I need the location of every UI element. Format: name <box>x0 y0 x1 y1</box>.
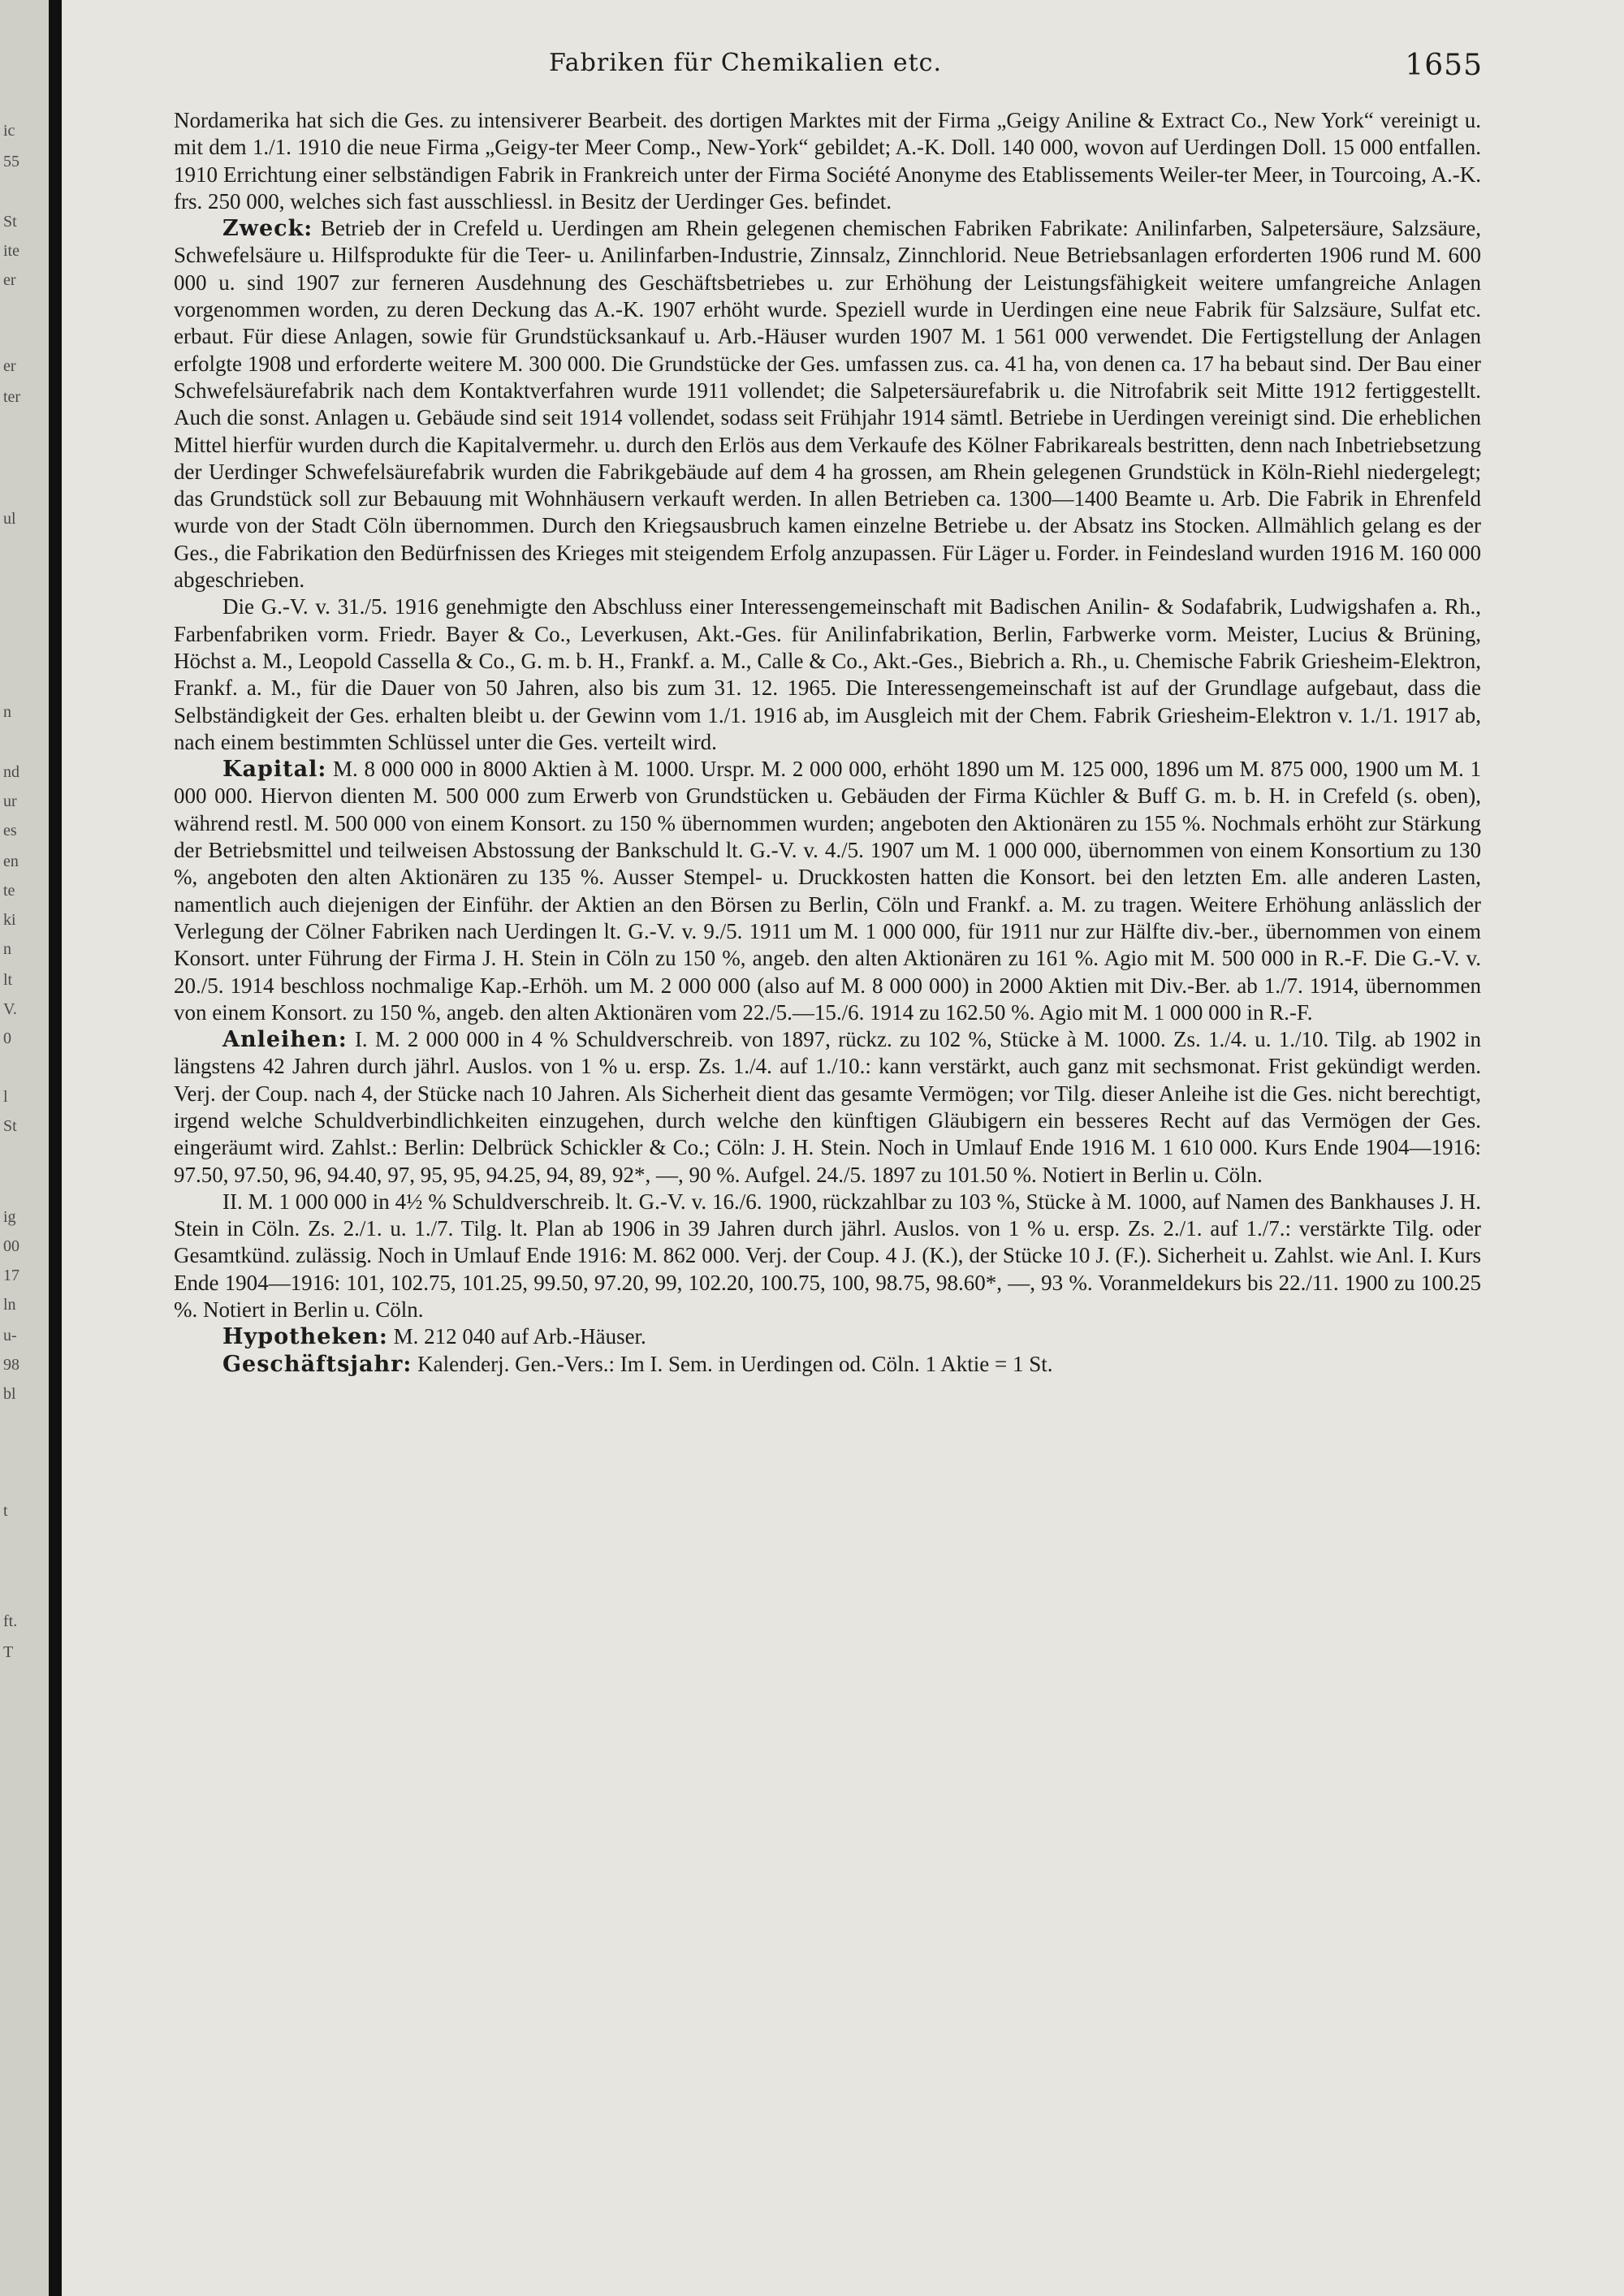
section-lead-zweck: Zweck: <box>222 216 313 242</box>
section-lead-hypotheken: Hypotheken: <box>222 1324 388 1350</box>
margin-fragment: ln <box>3 1296 16 1314</box>
margin-fragment: St <box>3 1117 17 1135</box>
paragraph <box>174 1189 1481 1323</box>
margin-fragment: ft. <box>3 1612 18 1630</box>
margin-fragment: St <box>3 213 17 231</box>
paragraph-text: M. 8 000 000 in 8000 Aktien à M. 1000. Urspr. M. 2 000 000, erhöht 1890 um M. 125 000, 1896 um M. 875 000, 1900 um M. 1 000 000. Hiervon dienten M. 500 000 zum Erwerb von Grundstücken u. Gebäuden der Firma Küchler & Buff G. m. b. H. in Crefeld (s. oben), während restl. M. 500 000 von einem Konsort. zu 150 % übernommen wurden; angeboten den Aktionären zu 155 %. Nochmals erhöht zur Stärkung der Betriebsmittel und teilweisen Abstossung der Bankschuld lt. G.-V. v. 4./5. 1907 um M. 1 000 000, übernommen von einem Konsortium zu 130 %, angeboten den alten Aktionären zu 135 %. Ausser Stempel- u. Druckkosten hatten die Konsort. bei den letzten Em. alle anderen Lasten, namentlich auch diejenigen der Einführ. der Aktien an den Börsen zu Berlin, Cöln und Frankf. a. M. zu tragen. Weitere Erhöhung anlässlich der Verlegung der Cölner Fabriken nach Uerdingen lt. G.-V. v. 9./5. 1911 um M. 1 000 000, für 1911 nur zur Hälfte div.-ber., übernommen von einem Konsort. unter Führung der Firma J. H. Stein in Cöln zu 150 %, angeb. den alten Aktionären zu 161 %. Agio mit M. 500 000 in R.-F. Die G.-V. v. 20./5. 1914 beschloss nochmalige Kap.-Erhöh. um M. 2 000 000 (also auf M. 8 000 000) in 2000 Aktien mit Div.-Ber. ab 1./7. 1914, übernommen von einem Konsort. zu 150 %, angeb. den alten Aktionären vom 22./5.—15./6. 1914 zu 162.50 %. Agio mit M. 1 000 000 in R.-F. <box>174 757 1481 1025</box>
paragraph-text: Nordamerika hat sich die Ges. zu intensiverer Bearbeit. des dortigen Marktes mit der Firma „Geigy Aniline & Extract Co., New York“ vereinigt u. mit dem 1./1. 1910 die neue Firma „Geigy-ter Meer Comp., New-York“ gebildet; A.-K. Doll. 140 000, wovon auf Uerdingen Doll. 15 000 entfallen. 1910 Errichtung einer selbständigen Fabrik in Frankreich unter der Firma Société Anonyme des Etablissements Weiler-ter Meer, in Tourcoing, A.-K. frs. 250 000, welches sich fast ausschliessl. in Besitz der Uerdinger Ges. befindet. <box>174 108 1481 214</box>
margin-fragment: V. <box>3 1000 17 1018</box>
margin-fragment: er <box>3 357 16 375</box>
margin-fragment: te <box>3 882 15 900</box>
paragraph <box>174 215 1481 593</box>
margin-fragment: ic <box>3 122 15 140</box>
paragraph <box>174 593 1481 756</box>
page-number: 1655 <box>1405 49 1483 82</box>
margin-fragment: 55 <box>3 153 19 170</box>
margin-fragment: ter <box>3 388 21 406</box>
margin-fragment: ur <box>3 792 17 810</box>
section-lead-kapital: Kapital: <box>222 757 327 783</box>
paragraph-text: M. 212 040 auf Arb.-Häuser. <box>393 1324 646 1349</box>
paragraph-text: Kalenderj. Gen.-Vers.: Im I. Sem. in Uerdingen od. Cöln. 1 Aktie = 1 St. <box>417 1351 1053 1376</box>
margin-fragment: 0 <box>3 1029 11 1047</box>
margin-fragment: en <box>3 852 19 870</box>
paragraph-text: II. M. 1 000 000 in 4½ % Schuldverschreib. lt. G.-V. v. 16./6. 1900, rückzahlbar zu 103 %, Stücke à M. 1000, auf Namen des Bankhauses J. H. Stein in Cöln. Zs. 2./1. u. 1./7. Tilg. lt. Plan ab 1906 in 39 Jahren durch jährl. Auslos. von 1 % u. ersp. Zs. 2./1. auf 1./7.: verstärkte Tilg. oder Gesamtkünd. zulässig. Noch in Umlauf Ende 1916: M. 862 000. Verj. der Coup. 4 J. (K.), der Stücke 10 J. (F.). Sicherheit u. Zahlst. wie Anl. I. Kurs Ende 1904—1916: 101, 102.75, 101.25, 99.50, 97.20, 99, 102.20, 100.75, 100, 98.75, 98.60*, —, 93 %. Voranmeldekurs bis 22./11. 1900 zu 100.25 %. Notiert in Berlin u. Cöln. <box>174 1189 1481 1323</box>
margin-fragment: t <box>3 1502 8 1520</box>
margin-fragment: 00 <box>3 1237 19 1255</box>
margin-fragment: es <box>3 822 17 839</box>
paragraph <box>174 756 1481 1026</box>
paragraph-text: I. M. 2 000 000 in 4 % Schuldverschreib. von 1897, rückz. zu 102 %, Stücke à M. 1000. Zs. 1./4. u. 1./10. Tilg. ab 1902 in längstens 42 Jahren durch jährl. Auslos. von 1 % u. ersp. Zs. 1./4. auf 1./10.: kann verstärkt, auch ganz mit sechsmonat. Frist gekündigt werden. Verj. der Coup. nach 4, der Stücke nach 10 Jahren. Als Sicherheit dient das gesamte Vermögen; vor Tilg. dieser Anleihe ist die Ges. nicht berechtigt, irgend welche Schuldverbindlichkeiten einzugehen, durch welche den künftigen Gläubigern ein besseres Recht auf das Vermögen der Ges. eingeräumt wird. Zahlst.: Berlin: Delbrück Schickler & Co.; Cöln: J. H. Stein. Noch in Umlauf Ende 1916 M. 1 610 000. Kurs Ende 1904—1916: 97.50, 97.50, 96, 94.40, 97, 95, 95, 94.25, 94, 89, 92*, —, 90 %. Aufgel. 24./5. 1897 zu 101.50 %. Notiert in Berlin u. Cöln. <box>174 1027 1481 1187</box>
margin-fragment: n <box>3 703 11 721</box>
paragraph <box>174 1323 1481 1350</box>
binding-gutter <box>49 0 62 2296</box>
paragraph <box>174 107 1481 215</box>
margin-fragment: l <box>3 1088 8 1106</box>
body-text <box>174 107 1481 1378</box>
margin-fragment: ig <box>3 1208 16 1226</box>
margin-fragment: u- <box>3 1327 17 1344</box>
margin-fragment: er <box>3 271 16 289</box>
margin-fragment: 17 <box>3 1267 19 1284</box>
running-title: Fabriken für Chemikalien etc. <box>549 49 942 77</box>
document-page <box>62 0 1624 2296</box>
paragraph <box>174 1026 1481 1189</box>
paragraph <box>174 1351 1481 1378</box>
margin-fragment: T <box>3 1643 14 1661</box>
margin-fragment: 98 <box>3 1356 19 1374</box>
margin-fragment: bl <box>3 1385 16 1403</box>
previous-page-edge <box>0 0 49 2296</box>
margin-fragment: ul <box>3 510 16 528</box>
margin-fragment: ite <box>3 242 19 260</box>
running-header <box>549 49 1483 81</box>
paragraph-text: Die G.-V. v. 31./5. 1916 genehmigte den Abschluss einer Interessengemeinschaft mit Badischen Anilin- & Sodafabrik, Ludwigshafen a. Rh., Farbenfabriken vorm. Friedr. Bayer & Co., Leverkusen, Akt.-Ges. für Anilinfabrikation, Berlin, Farbwerke vorm. Meister, Lucius & Brüning, Höchst a. M., Leopold Cassella & Co., G. m. b. H., Frankf. a. M., Calle & Co., Akt.-Ges., Biebrich a. Rh., u. Chemische Fabrik Griesheim-Elektron, Frankf. a. M., für die Dauer von 50 Jahren, also bis zum 31. 12. 1965. Die Interessengemeinschaft ist auf der Grundlage aufgebaut, dass die Selbständigkeit der Ges. erhalten bleibt u. der Gewinn vom 1./1. 1916 ab, im Ausgleich mit der Chem. Fabrik Griesheim-Elektron v. 1./1. 1917 ab, nach einem bestimmten Schlüssel unter die Ges. verteilt wird. <box>174 594 1481 754</box>
section-lead-geschaeftsjahr: Geschäftsjahr: <box>222 1351 412 1377</box>
margin-fragment: n <box>3 940 11 958</box>
section-lead-anleihen: Anleihen: <box>222 1027 348 1053</box>
margin-fragment: lt <box>3 971 13 989</box>
paragraph-text: Betrieb der in Crefeld u. Uerdingen am Rhein gelegenen chemischen Fabriken Fabrikate: Anilinfarben, Salpetersäure, Salzsäure, Schwefelsäure u. Hilfsprodukte für die Teer- u. Anilinfarben-Industrie, Zinnsalz, Zinnchlorid. Neue Betriebsanlagen erforderten 1906 rund M. 600 000 u. sind 1907 zur ferneren Ausdehnung des Geschäftsbetriebes u. zur Erhöhung der Leistungsfähigkeit weitere umfangreiche Anlagen vorgenommen worden, zu deren Deckung das A.-K. 1907 erhöht wurde. Speziell wurde in Uerdingen eine neue Fabrik für Salzsäure, Sulfat etc. erbaut. Für diese Anlagen, sowie für Grundstücksankauf u. Arb.-Häuser wurden 1907 M. 1 561 000 verwendet. Die Fertigstellung der Anlagen erfolgte 1908 und erforderte weitere M. 300 000. Die Grundstücke der Ges. umfassen zus. ca. 41 ha, von denen ca. 17 ha bebaut sind. Der Bau einer Schwefelsäurefabrik nach dem Kontaktverfahren wurde 1911 vollendet; die Salpetersäurefabrik u. die Nitrofabrik seit Mitte 1912 fertiggestellt. Auch die sonst. Anlagen u. Gebäude sind seit 1914 vollendet, sodass seit Frühjahr 1914 sämtl. Betriebe in Uerdingen vereinigt sind. Die erheblichen Mittel hierfür wurden durch die Kapitalvermehr. u. durch den Erlös aus dem Verkaufe des Kölner Fabrikareals bestritten, denn nach Inbetriebsetzung der Uerdinger Schwefelsäurefabrik wurden die Fabrikgebäude auf dem 4 ha grossen, am Rhein gelegenen Grundstück in Köln-Riehl niedergelegt; das Grundstück soll zur Bebauung mit Wohnhäusern verkauft werden. In allen Betrieben ca. 1300—1400 Beamte u. Arb. Die Fabrik in Ehrenfeld wurde von der Stadt Cöln übernommen. Durch den Kriegsausbruch kamen einzelne Betriebe u. der Absatz ins Stocken. Allmählich gelang es der Ges., die Fabrikation den Bedürfnissen des Krieges mit steigendem Erfolg anzupassen. Für Läger u. Forder. in Feindesland wurden 1916 M. 160 000 abgeschrieben. <box>174 216 1482 593</box>
margin-fragment: nd <box>3 763 19 781</box>
margin-fragment: ki <box>3 911 16 929</box>
